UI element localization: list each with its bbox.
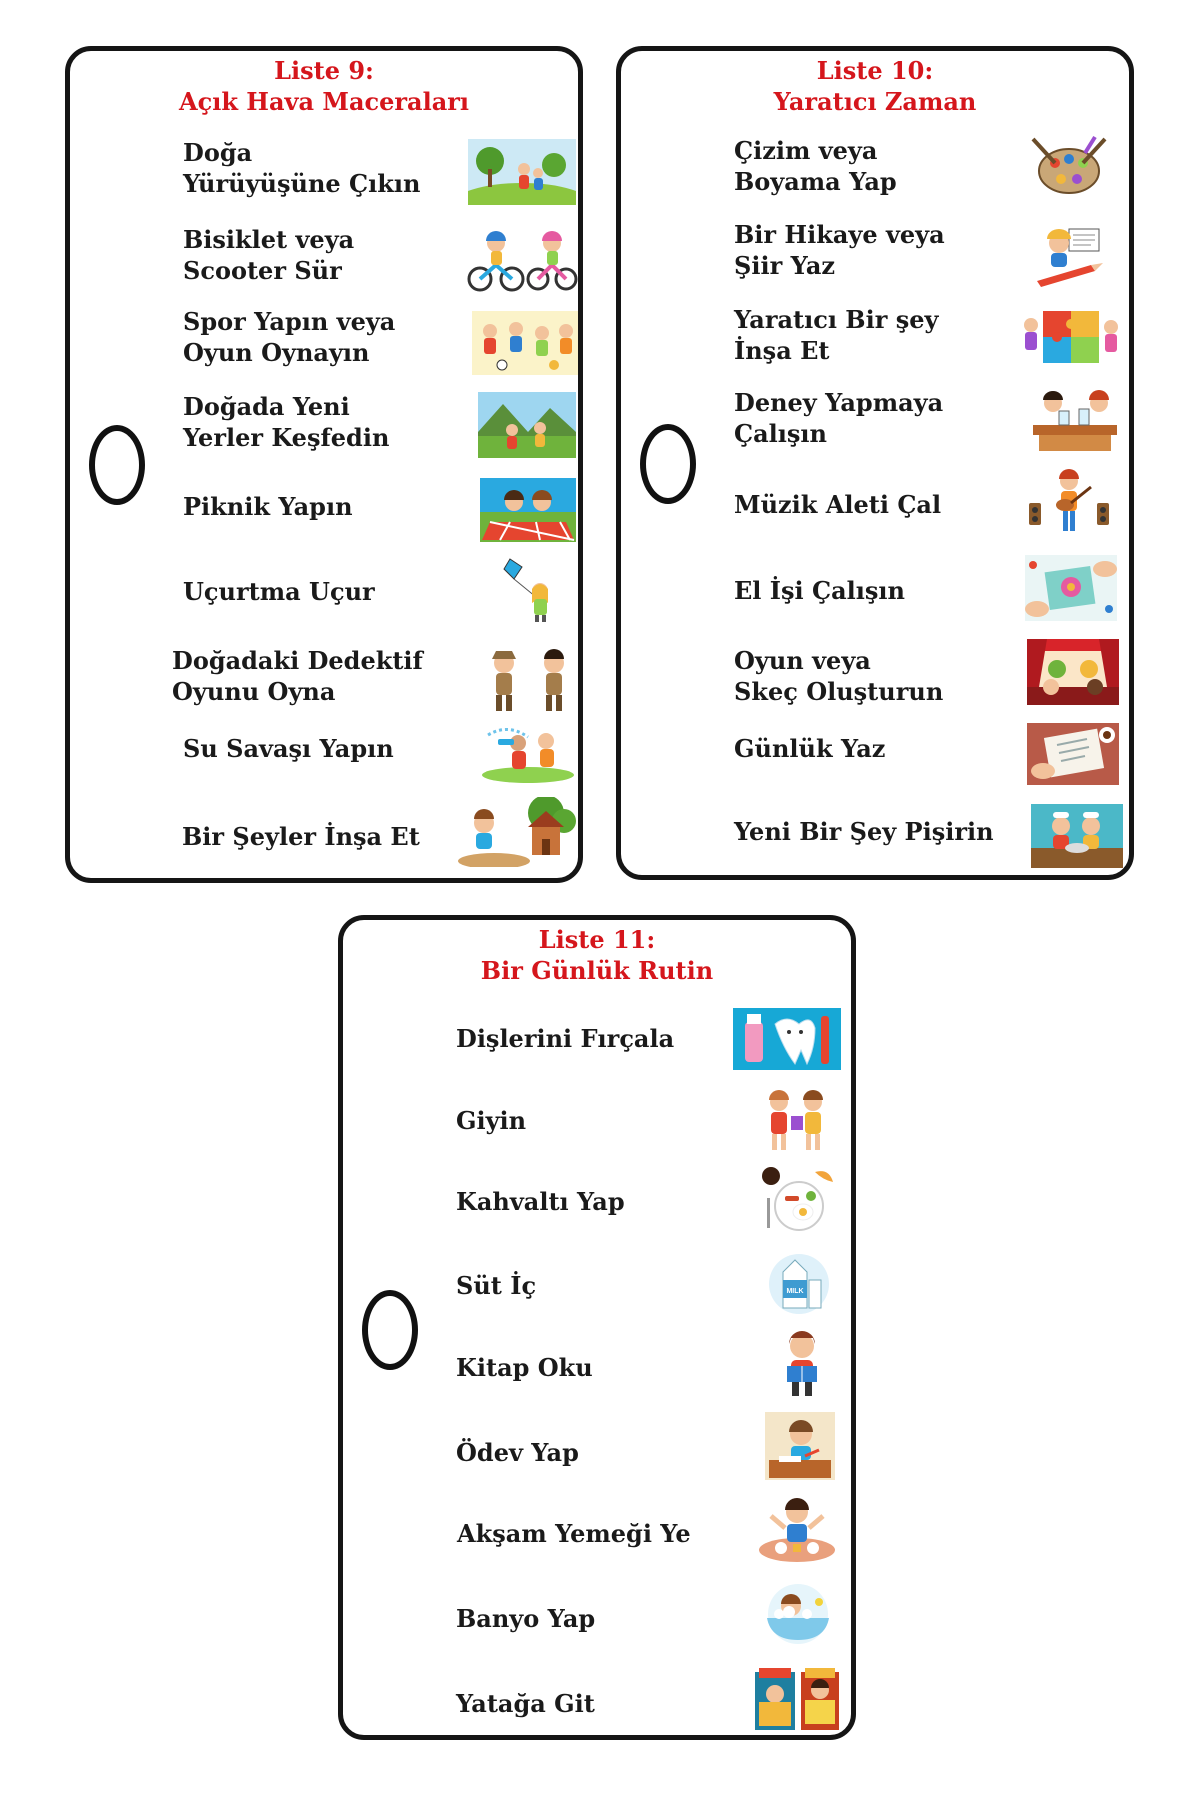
item-label: Deney Yapmaya Çalışın: [734, 388, 944, 448]
item-label: Ödev Yap: [456, 1438, 579, 1467]
item-label: Yatağa Git: [456, 1689, 595, 1718]
homework-picture: [765, 1412, 835, 1480]
dinner-picture: [757, 1494, 837, 1564]
item-label: Uçurtma Uçur: [183, 577, 375, 606]
item-label: Dişlerini Fırçala: [456, 1024, 675, 1053]
kite-picture: [500, 557, 562, 623]
water-fight-picture: [478, 719, 578, 783]
item-label: Doğadaki Dedektif Oyunu Oyna: [172, 646, 423, 706]
item-label: Bisiklet veya Scooter Sür: [183, 225, 355, 285]
item-label: Su Savaşı Yapın: [183, 734, 394, 763]
science-experiment-picture: [1029, 385, 1121, 453]
item-label: Kitap Oku: [456, 1353, 593, 1382]
item-label: Banyo Yap: [456, 1604, 596, 1633]
cooking-kids-picture: [1031, 804, 1123, 868]
item-label: Oyun veya Skeç Oluşturun: [734, 646, 944, 706]
bed-picture: [751, 1664, 843, 1732]
item-label: Çizim veya Boyama Yap: [734, 136, 897, 196]
journal-picture: [1027, 723, 1119, 785]
item-label: Yaratıcı Bir şey İnşa Et: [734, 305, 939, 365]
list-9-title: Liste 9: Açık Hava Maceraları: [178, 56, 470, 116]
guitar-player-picture: [1025, 467, 1113, 537]
breakfast-plate-picture: [759, 1164, 835, 1236]
bicycle-picture: [466, 227, 578, 293]
list-10-title: Liste 10: Yaratıcı Zaman: [773, 56, 977, 116]
hiking-picture: [468, 139, 576, 205]
item-label: Giyin: [456, 1106, 527, 1135]
list-10-card: [616, 46, 1134, 880]
writing-child-picture: [1033, 221, 1109, 287]
list-11-card: [338, 915, 856, 1740]
paint-palette-picture: [1025, 133, 1113, 203]
list-9-card: [65, 46, 583, 883]
reading-child-picture: [777, 1328, 827, 1398]
treehouse-picture: [454, 797, 578, 867]
list-11-title: Liste 11: Bir Günlük Rutin: [480, 925, 714, 985]
puzzle-building-picture: [1021, 305, 1121, 369]
nature-detective-picture: [482, 645, 578, 715]
getting-dressed-picture: [757, 1088, 837, 1154]
item-label: Spor Yapın veya Oyun Oynayın: [183, 307, 396, 367]
item-label: Akşam Yemeği Ye: [457, 1519, 691, 1548]
picnic-picture: [480, 478, 576, 542]
item-label: Kahvaltı Yap: [456, 1187, 625, 1216]
toothbrush-picture: [733, 1008, 841, 1070]
item-label: El İşi Çalışın: [734, 576, 905, 605]
item-label: Yeni Bir Şey Pişirin: [734, 817, 994, 846]
kids-playing-sports-picture: [472, 311, 578, 375]
binder-hole: [89, 425, 145, 505]
item-label: Doğada Yeni Yerler Keşfedin: [183, 392, 390, 452]
binder-hole: [640, 424, 696, 504]
item-label: Bir Şeyler İnşa Et: [182, 822, 420, 851]
exploring-nature-picture: [478, 392, 576, 458]
craft-picture: [1025, 555, 1117, 621]
item-label: Süt İç: [456, 1271, 537, 1300]
item-label: Piknik Yapın: [183, 492, 353, 521]
item-label: Doğa Yürüyüşüne Çıkın: [183, 138, 421, 198]
milk-carton-picture: [767, 1250, 831, 1316]
puppet-theater-picture: [1027, 639, 1119, 705]
bath-picture: [761, 1580, 835, 1646]
item-label: Müzik Aleti Çal: [734, 490, 942, 519]
binder-hole: [362, 1290, 418, 1370]
item-label: Bir Hikaye veya Şiir Yaz: [734, 220, 945, 280]
item-label: Günlük Yaz: [734, 734, 886, 763]
milk-badge-text: MILK: [786, 1288, 804, 1295]
